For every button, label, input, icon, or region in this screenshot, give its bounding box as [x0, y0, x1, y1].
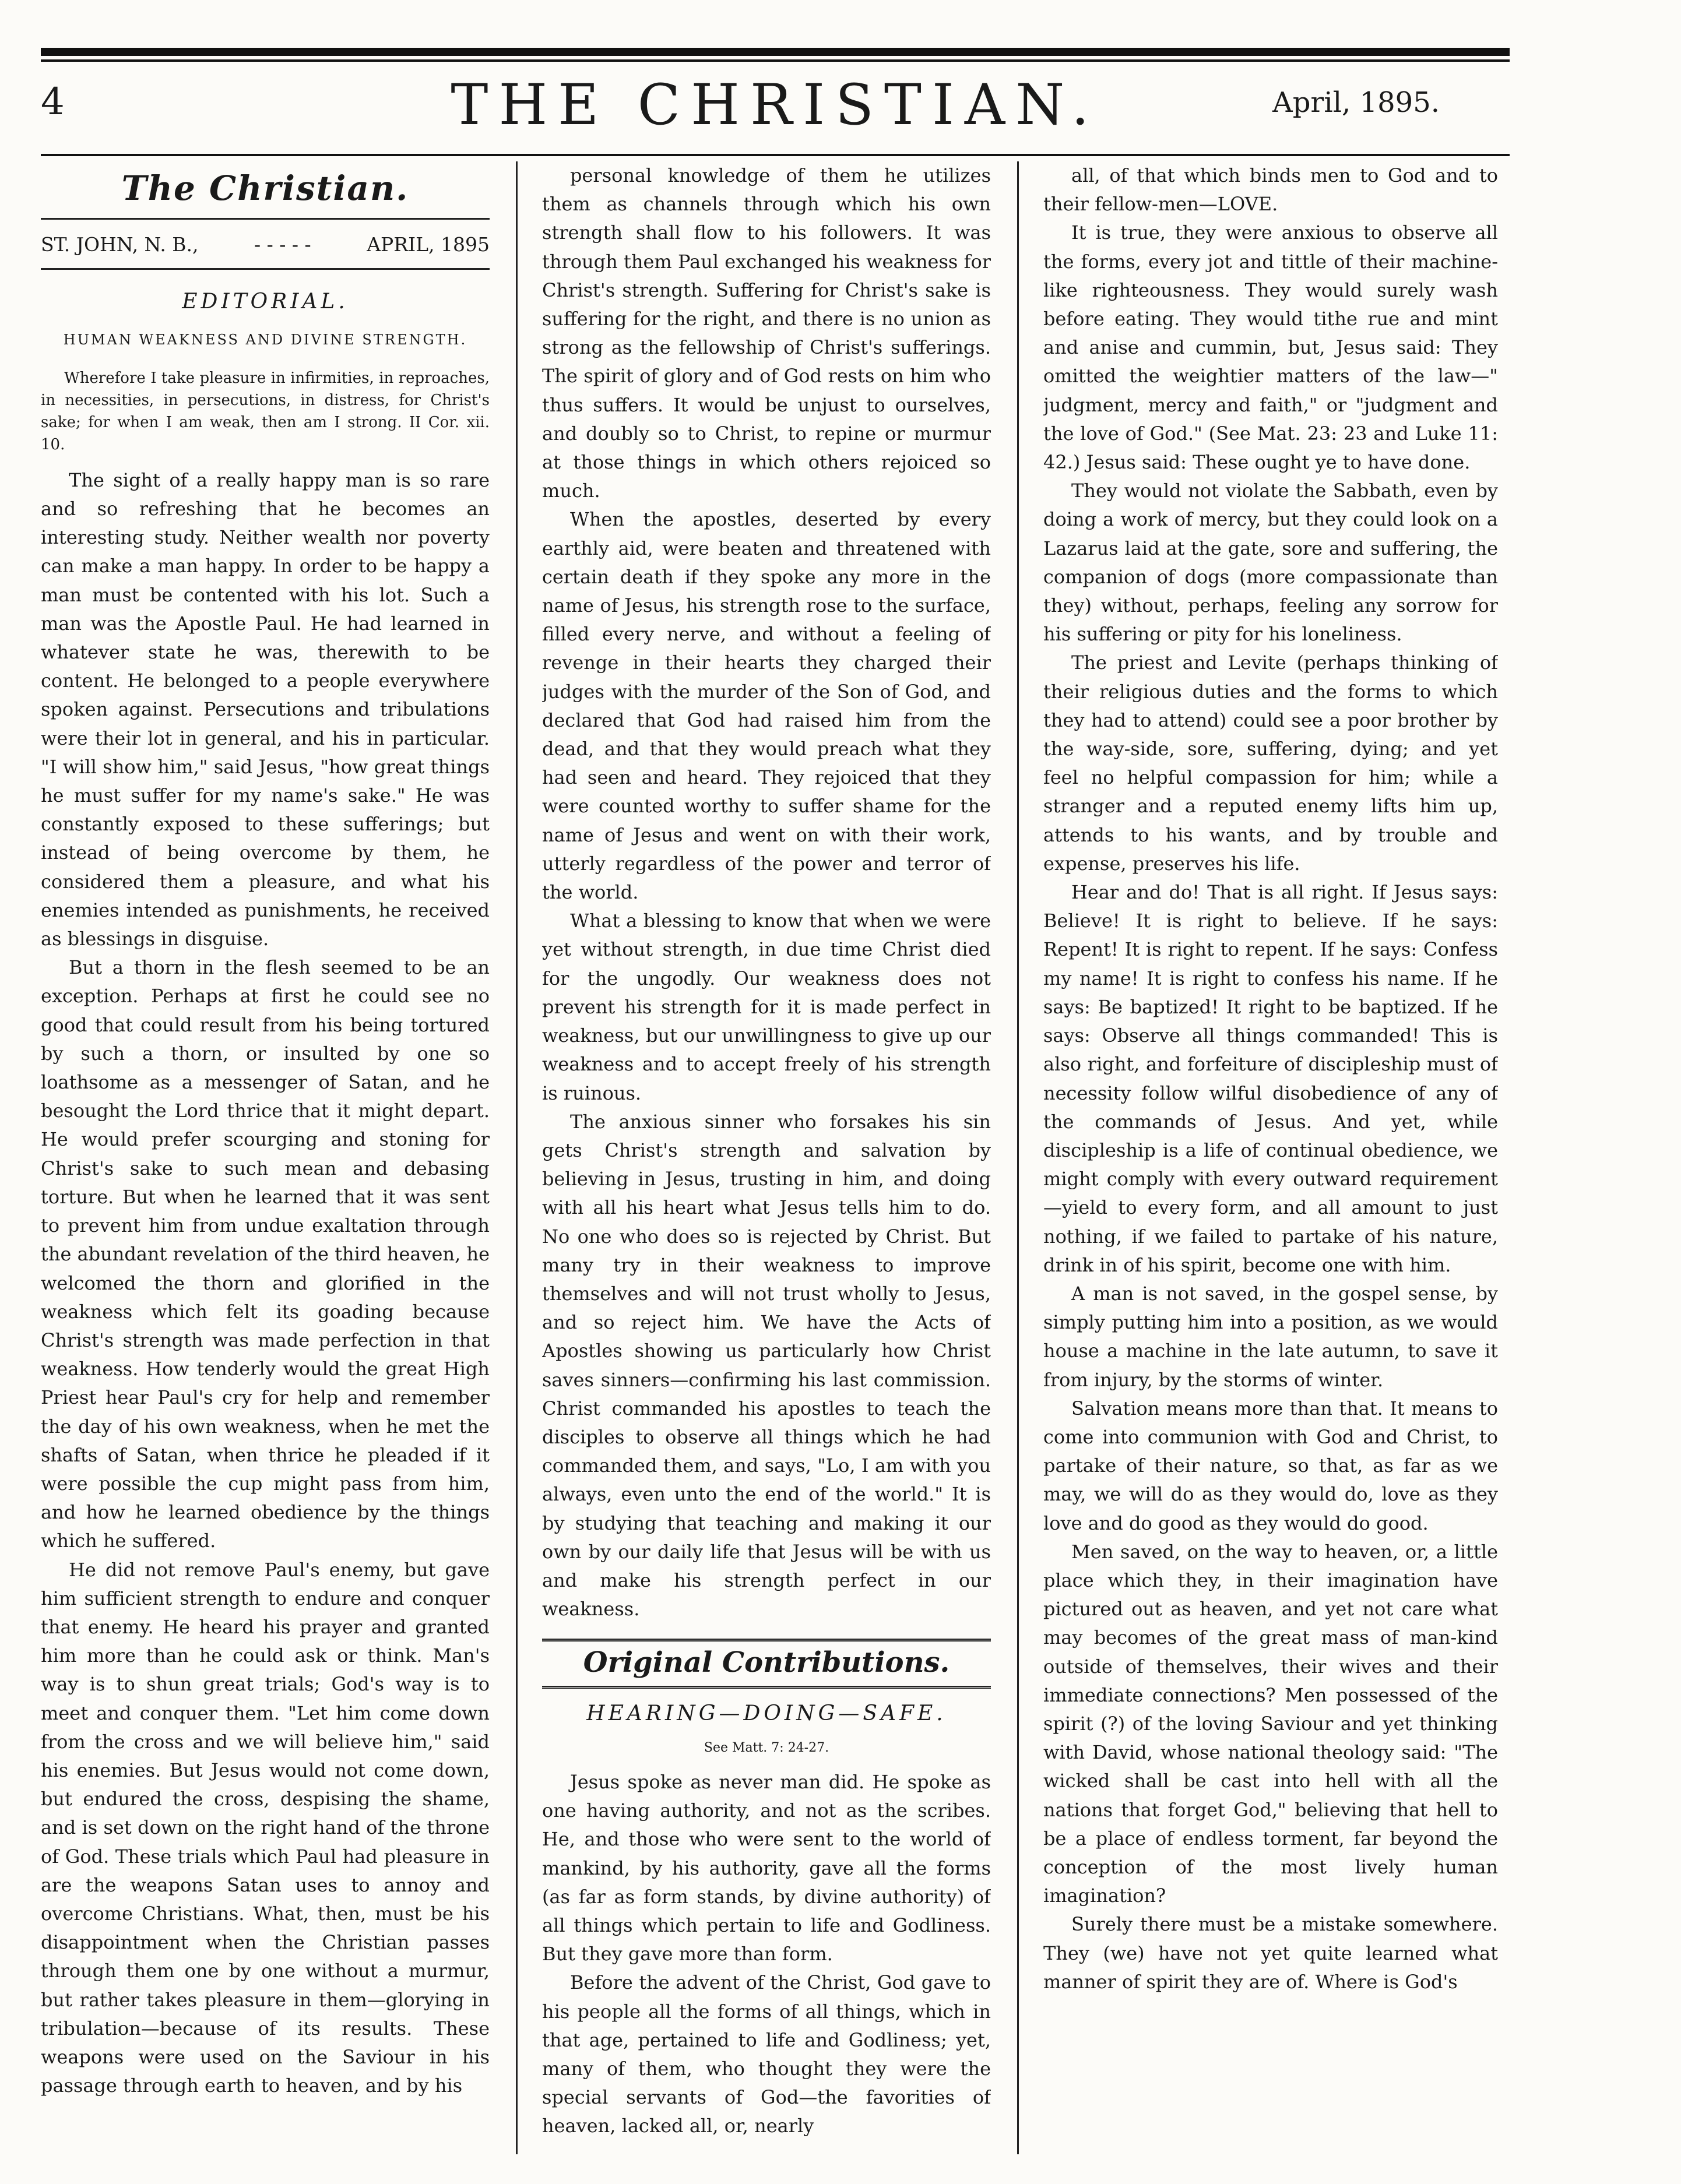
masthead-name: The Christian.	[121, 168, 409, 208]
newspaper-title: THE CHRISTIAN.	[451, 72, 1100, 138]
paragraph: Salvation means more than that. It means to come into communion with God and Christ, to partake of their nature, so that, as far as we may, we will do as they would do, love as they love and do good as they would do good.	[1043, 1397, 1498, 1534]
section-heading: Original Contributions.	[542, 1639, 991, 1688]
paragraph: Surely there must be a mistake somewhere. They (we) have not yet quite learned what manner of spirit they are of. Where is God's	[1043, 1913, 1498, 1993]
editorial-title: HUMAN WEAKNESS AND DIVINE STRENGTH.	[63, 331, 467, 348]
editorial-epigraph: Wherefore I take pleasure in infirmities, in reproaches, in necessities, in persecutions, in distress, for Christ's sake; for when I am weak, then am I strong. II Cor. xii. 10.	[41, 369, 490, 453]
article-title: HEARING—DOING—SAFE.	[586, 1701, 947, 1725]
editorial-label: EDITORIAL.	[182, 290, 349, 314]
paragraph: personal knowledge of them he utilizes them as channels through which his own strength shall flow to his followers. It was through them Paul exchanged his weakness for Christ's strength. Suffering for Christ's sake is suffering for the right, and there is no union as strong as the fellowship of Christ's sufferings. The spirit of glory and of God rests on him who thus suffers. It would be unjust to ourselves, and doubly so to Christ, to repine or murmur at those things in which others rejoiced so much.	[542, 164, 991, 502]
issue-date: April, 1895.	[1272, 86, 1440, 119]
page-header	[41, 69, 1510, 150]
paragraph: The sight of a really happy man is so rare and so refreshing that he becomes an interesting study. Neither wealth nor poverty can make a man happy. In order to be happy a man must be contented with his lot. Such a man was the Apostle Paul. He had learned in whatever state he was, therewith to be content. He belonged to a people everywhere spoken against. Persecutions and tribulations were their lot in general, and his in particular. "I will show him," said Jesus, "how great things he must suffer for my name's sake." He was constantly exposed to these sufferings; but instead of being overcome by them, he considered them a pleasure, and what his enemies intended as punishments, he received as blessings in disguise.	[41, 468, 490, 950]
header-rule	[41, 154, 1510, 156]
column-3	[1043, 161, 1498, 2154]
paragraph: But a thorn in the flesh seemed to be an exception. Perhaps at first he could see no good that could result from his being tortured by such a thorn, or insulted by one so loathsome as a messenger of Satan, and he besought the Lord thrice that it might depart. He would prefer scourging and stoning for Christ's sake to such mean and debasing torture. But when he learned that it was sent to prevent him from undue exaltation through the abundant revelation of the third heaven, he welcomed the thorn and glorified in the weakness which felt its goading because Christ's strength was made perfection in that weakness. How tenderly would the great High Priest hear Paul's cry for help and remember the day of his own weakness, when he met the shafts of Satan, when thrice he pleaded if it were possible the cup might pass from him, and how he learned obedience by the things which he suffered.	[41, 956, 490, 1552]
paragraph: Hear and do! That is all right. If Jesus says: Believe! It is right to believe. If he says: Repent! It is right to repent. If he says: Confess my name! It is right to confess his name. If he says: Be baptized! It right to be baptized. If he says: Observe all things commanded! This is also right, and forfeiture of discipleship must of necessity follow wilful disobedience of any of the commands of Jesus. And yet, while discipleship is a life of continual obedience, we might comply with every outward requirement—yield to every form, and all amount to just nothing, if we failed to partake of his nature, drink in of his spirit, become one with him.	[1043, 881, 1498, 1276]
paragraph: A man is not saved, in the gospel sense, by simply putting him into a position, as we would house a machine in the late autumn, to save it from injury, by the storms of winter.	[1043, 1282, 1498, 1391]
paragraph: The priest and Levite (perhaps thinking of their religious duties and the forms to which they had to attend) could see a poor brother by the way-side, sore, suffering, dying; and yet feel no helpful compassion for him; while a stranger and a reputed enemy lifts him up, attends to his wants, and by trouble and expense, preserves his life.	[1043, 651, 1498, 875]
dateline-place: ST. JOHN, N. B.,	[41, 233, 199, 256]
column-2	[542, 161, 991, 2154]
dateline	[41, 218, 490, 270]
page-number: 4	[41, 80, 65, 124]
dateline-leader: - - - - -	[254, 233, 311, 256]
paragraph: What a blessing to know that when we were yet without strength, in due time Christ died for the ungodly. Our weakness does not prevent his strength for it is made perfect in weakness, but our unwillingness to give up our weakness and to accept freely of his strength is ruinous.	[542, 910, 991, 1104]
top-rule-thin	[41, 59, 1510, 62]
paragraph: Jesus spoke as never man did. He spoke as one having authority, and not as the scribes. He, and those who were sent to the world of mankind, by his authority, gave all the forms (as far as form stands, by divine authority) of all things which pertain to life and Godliness. But they gave more than form.	[542, 1770, 991, 1965]
dateline-date: APRIL, 1895	[367, 233, 490, 256]
top-rule	[41, 48, 1510, 56]
paragraph: The anxious sinner who forsakes his sin gets Christ's strength and salvation by believing in Jesus, trusting in him, and doing with all his heart what Jesus tells him to do. No one who does so is rejected by Christ. But many try in their weakness to improve themselves and will not trust wholly to Jesus, and so reject him. We have the Acts of Apostles showing us particularly how Christ saves sinners—confirming his last commission. Christ commanded his apostles to teach the disciples to observe all things which he had commanded them, and says, "Lo, I am with you always, even unto the end of the world." It is by studying that teaching and making it our own by our daily life that Jesus will be with us and make his strength perfect in our weakness.	[542, 1110, 991, 1621]
column-divider	[1017, 161, 1019, 2154]
column-1	[41, 161, 490, 2154]
paragraph: It is true, they were anxious to observe all the forms, every jot and tittle of their machine-like righteousness. They would surely wash before eating. They would tithe rue and mint and anise and cummin, but, Jesus said: They omitted the weightier matters of the law—" judgment, mercy and faith," or "judgment and the love of God." (See Mat. 23: 23 and Luke 11: 42.) Jesus said: These ought ye to have done.	[1043, 221, 1498, 474]
paragraph: all, of that which binds men to God and to their fellow-men—LOVE.	[1043, 164, 1498, 216]
column-divider	[516, 161, 518, 2154]
paragraph: Before the advent of the Christ, God gave to his people all the forms of all things, which in that age, pertained to life and Godliness; yet, many of them, who thought they were the special servants of God—the favorities of heaven, lacked all, or, nearly	[542, 1971, 991, 2137]
paragraph: Men saved, on the way to heaven, or, a little place which they, in their imagination have pictured out as heaven, and yet not care what may becomes of the great mass of man-kind outside of themselves, their wives and their immediate connections? Men possessed of the spirit (?) of the loving Saviour and yet thinking with David, whose national theology said: "The wicked shall be cast into hell with all the nations that forget God," believing that hell to be a place of endless torment, far beyond the conception of the most lively human imagination?	[1043, 1540, 1498, 1907]
newspaper-page	[41, 48, 1510, 2157]
article-reference: See Matt. 7: 24-27.	[704, 1740, 829, 1755]
paragraph: He did not remove Paul's enemy, but gave him sufficient strength to endure and conquer that enemy. He heard his prayer and granted him more than he could ask or think. Man's way is to shun great trials; God's way is to meet and conquer them. "Let him come down from the cross and we will believe him," said his enemies. But Jesus would not come down, but endured the cross, despising the shame, and is set down on the right hand of the throne of God. These trials which Paul had pleasure in are the weapons Satan uses to annoy and overcome Christians. What, then, must be his disappointment when the Christian passes through them one by one without a murmur, but rather takes pleasure in them—glorying in tribulation—because of its results. These weapons were used on the Saviour in his passage through earth to heaven, and by his	[41, 1558, 490, 2097]
paragraph: When the apostles, deserted by every earthly aid, were beaten and threatened with certain death if they spoke any more in the name of Jesus, his strength rose to the surface, filled every nerve, and without a feeling of revenge in their hearts they charged their judges with the murder of the Son of God, and declared that God had raised him from the dead, and that they would preach what they had seen and heard. They rejoiced that they were counted worthy to suffer shame for the name of Jesus and went on with their work, utterly regardless of the power and terror of the world.	[542, 508, 991, 904]
paragraph: They would not violate the Sabbath, even by doing a work of mercy, but they could look on a Lazarus laid at the gate, sore and suffering, the companion of dogs (more compassionate than they) without, perhaps, feeling any sorrow for his suffering or pity for his loneliness.	[1043, 480, 1498, 646]
